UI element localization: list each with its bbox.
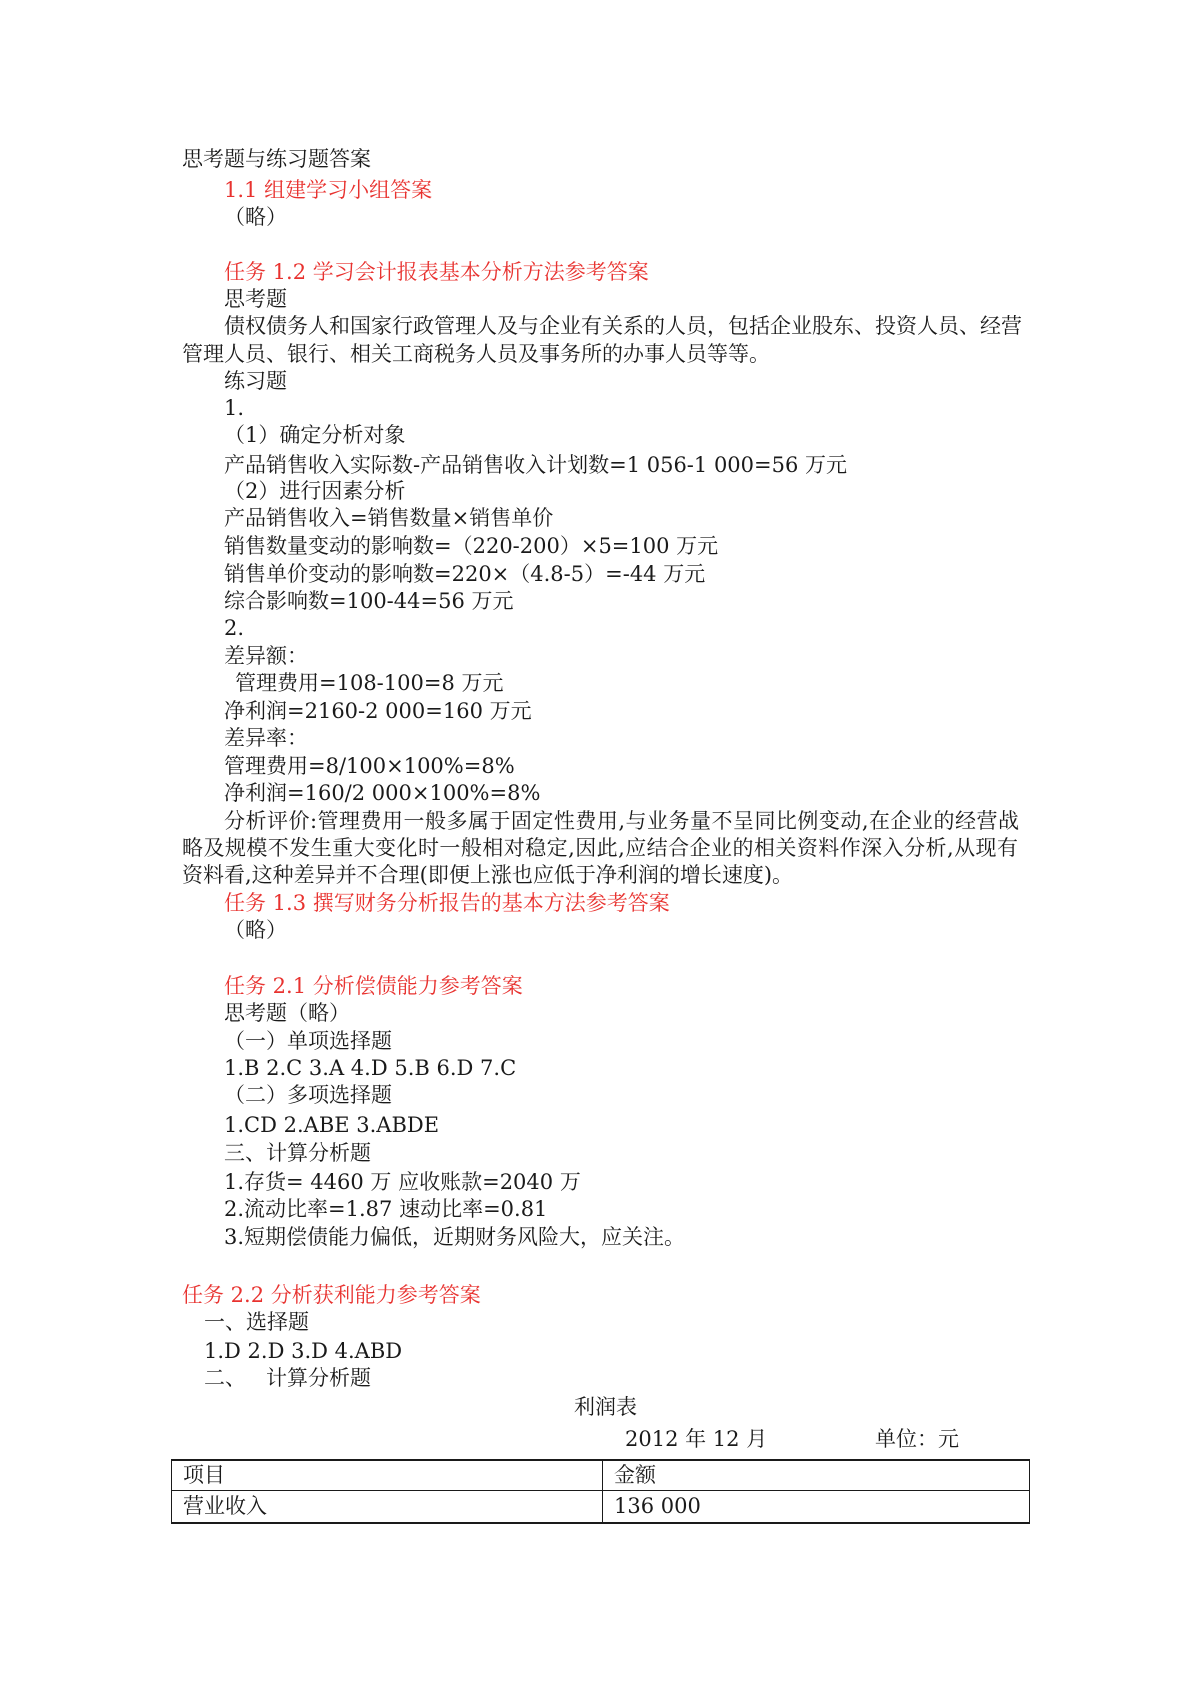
formula-line: 产品销售收入=销售数量×销售单价 (224, 506, 554, 530)
task-1-3-title: 任务 1.3 撰写财务分析报告的基本方法参考答案 (224, 891, 670, 915)
step-label: （1）确定分析对象 (224, 423, 406, 447)
single-choice-answers: 1.B 2.C 3.A 4.D 5.B 6.D 7.C (224, 1056, 517, 1080)
calculation-line: 管理费用=108-100=8 万元 (235, 671, 504, 695)
table-header-cell: 项目 (172, 1460, 603, 1491)
income-statement-title: 利润表 (574, 1395, 637, 1419)
question-number: 2. (224, 616, 245, 640)
thinking-answer: 思考题（略） (224, 1001, 350, 1025)
evaluation-line: 资料看,这种差异并不合理(即便上涨也应低于净利润的增长速度)。 (182, 863, 794, 887)
thinking-answer-line: 债权债务人和国家行政管理人及与企业有关系的人员，包括企业股东、投资人员、经营 (224, 314, 1022, 338)
calculation-line: 销售单价变动的影响数=220×（4.8-5）=-44 万元 (224, 562, 706, 586)
task-2-2-title: 任务 2.2 分析获利能力参考答案 (182, 1283, 481, 1307)
calculation-line: 销售数量变动的影响数=（220-200）×5=100 万元 (224, 534, 719, 558)
question-number: 1. (224, 396, 245, 420)
calculation-label: 二、 计算分析题 (204, 1366, 372, 1390)
income-statement-period: 2012 年 12 月 (625, 1427, 768, 1451)
table-cell: 营业收入 (172, 1491, 603, 1524)
thinking-answer-line: 管理人员、银行、相关工商税务人员及事务所的办事人员等等。 (182, 342, 770, 366)
difference-rate-label: 差异率： (224, 726, 308, 750)
calculation-label: 三、计算分析题 (224, 1141, 371, 1165)
evaluation-line: 分析评价:管理费用一般多属于固定性费用,与业务量不呈同比例变动,在企业的经营战 (224, 809, 1019, 833)
task-1-2-title: 任务 1.2 学习会计报表基本分析方法参考答案 (224, 260, 649, 284)
thinking-label: 思考题 (224, 287, 287, 311)
exercise-label: 练习题 (224, 369, 287, 393)
evaluation-line: 略及规模不发生重大变化时一般相对稳定,因此,应结合企业的相关资料作深入分析,从现有 (182, 836, 1018, 860)
task-2-1-title: 任务 2.1 分析偿债能力参考答案 (224, 974, 523, 998)
calculation-line: 产品销售收入实际数-产品销售收入计划数=1 056-1 000=56 万元 (224, 453, 848, 477)
income-statement-table (171, 1459, 1030, 1524)
calculation-answer: 2.流动比率=1.87 速动比率=0.81 (224, 1197, 548, 1221)
document-heading: 思考题与练习题答案 (182, 147, 371, 171)
multi-choice-answers: 1.CD 2.ABE 3.ABDE (224, 1113, 440, 1137)
task-1-1-title: 1.1 组建学习小组答案 (224, 178, 433, 202)
calculation-answer: 3.短期偿债能力偏低，近期财务风险大，应关注。 (224, 1225, 686, 1249)
table-cell: 136 000 (603, 1491, 1030, 1524)
calculation-line: 净利润=160/2 000×100%=8% (224, 781, 541, 805)
choice-answers: 1.D 2.D 3.D 4.ABD (204, 1339, 403, 1363)
task-1-3-answer: （略） (224, 918, 287, 942)
step-label: （2）进行因素分析 (224, 479, 406, 503)
calculation-line: 净利润=2160-2 000=160 万元 (224, 699, 532, 723)
calculation-line: 管理费用=8/100×100%=8% (224, 754, 515, 778)
calculation-answer: 1.存货= 4460 万 应收账款=2040 万 (224, 1170, 581, 1194)
difference-amount-label: 差异额： (224, 644, 308, 668)
calculation-line: 综合影响数=100-44=56 万元 (224, 589, 514, 613)
table-row (172, 1491, 1030, 1524)
single-choice-label: （一）单项选择题 (224, 1029, 392, 1053)
table-header-cell: 金额 (603, 1460, 1030, 1491)
task-1-1-answer: （略） (224, 205, 287, 229)
choice-label: 一、选择题 (204, 1310, 309, 1334)
income-statement-unit: 单位：元 (875, 1427, 959, 1451)
table-header-row (172, 1460, 1030, 1491)
multi-choice-label: （二）多项选择题 (224, 1083, 392, 1107)
